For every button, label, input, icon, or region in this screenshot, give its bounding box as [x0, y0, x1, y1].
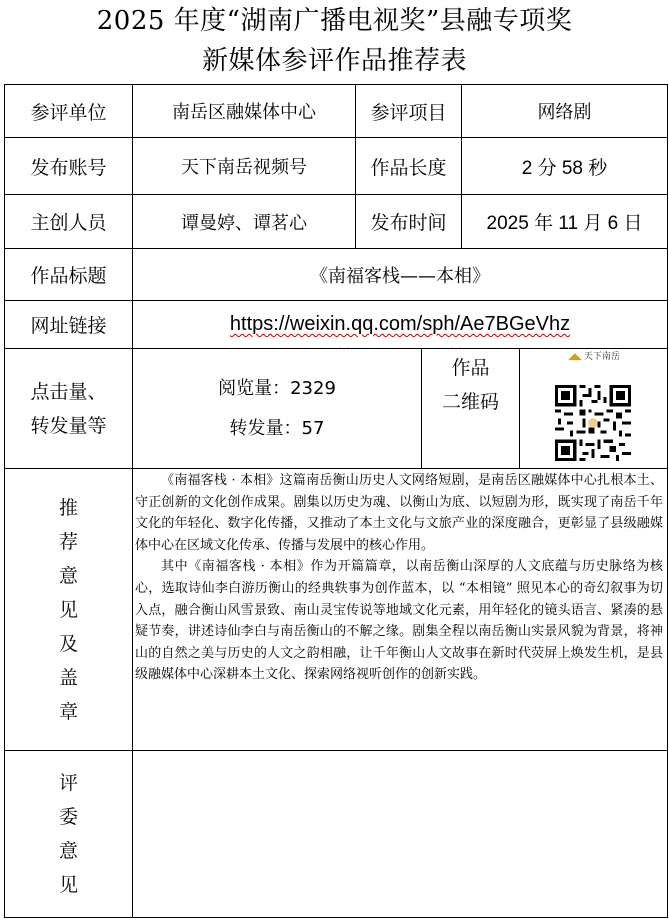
qr-label-line2: 二维码: [442, 391, 500, 413]
project-value: 网络剧: [462, 85, 668, 138]
work-title-label: 作品标题: [5, 249, 133, 301]
recommend-label-char: 荐: [58, 530, 78, 553]
brand-logo: [568, 349, 620, 362]
recommend-label-char: 及: [58, 632, 78, 655]
brand-name: 天下南岳: [583, 352, 620, 362]
date-value: 2025 年 11 月 6 日: [462, 195, 668, 249]
stats-label-line2: 转发量等: [30, 414, 107, 437]
unit-label: 参评单位: [5, 85, 133, 138]
recommend-label-char: 推: [58, 496, 78, 519]
unit-value: 南岳区融媒体中心: [133, 85, 356, 138]
qr-label: [422, 349, 520, 469]
form-title-line2: 新媒体参评作品推荐表: [201, 46, 467, 76]
creators-label: 主创人员: [5, 195, 133, 249]
recommend-text: [133, 469, 668, 751]
length-value: 2 分 58 秒: [462, 138, 668, 195]
creators-value: 谭曼婷、谭茗心: [133, 195, 356, 249]
recommend-label: [5, 469, 133, 751]
recommend-label-char: 见: [58, 598, 78, 621]
project-label: 参评项目: [356, 85, 462, 138]
account-label: 发布账号: [5, 138, 133, 195]
stats-values: [133, 349, 422, 469]
qr-code-icon[interactable]: [555, 385, 631, 461]
review-label-char: 见: [58, 874, 78, 896]
recommend-label-char: 章: [58, 700, 78, 723]
recommendation-form: [4, 84, 668, 918]
views-count: 阅览量：2329: [218, 377, 336, 399]
work-title-value: 《南福客栈——本相》: [133, 249, 668, 301]
link-value[interactable]: https://weixin.qq.com/sph/Ae7BGeVhz: [229, 313, 571, 335]
shares-count: 转发量：57: [229, 417, 325, 439]
stats-label-line1: 点击量、: [30, 380, 107, 403]
review-label: [5, 751, 133, 918]
qr-label-line1: 作品: [451, 357, 490, 379]
date-label: 发布时间: [356, 195, 462, 249]
account-value: 天下南岳视频号: [133, 138, 356, 195]
recommend-label-char: 盖: [58, 666, 78, 689]
review-label-char: 评: [58, 772, 78, 794]
form-title-line1: 2025 年度“湖南广播电视奖”县融专项奖: [96, 6, 573, 36]
brand-mark-icon: ◢◣: [568, 352, 582, 362]
link-label: 网址链接: [5, 301, 133, 349]
review-content[interactable]: [133, 751, 668, 918]
recommend-label-char: 意: [58, 564, 78, 587]
review-label-char: 意: [58, 840, 78, 862]
stats-label: [5, 349, 133, 469]
recommend-paragraph-2: 其中《南福客栈 · 本相》作为开篇篇章，以南岳衡山深厚的人文底蕴与历史脉络为核心，选取诗仙李白游历衡山的经典轶事为创作蓝本，以 “本相镜” 照见本心的奇幻叙事为切入点，融合衡山风雪景致、南山灵宝传说等地域文化元素，用年轻化的镜头语言、紧凑的悬疑节奏，讲述诗仙李白与南岳衡山的不解之缘。剧集全程以南岳衡山实景风貌为背景，将神山的自然之美与历史的人文之韵相融，让千年衡山人文故事在新时代荧屏上焕发生机，是县级融媒体中心深耕本土文化、探索网络视听创作的创新实践。: [135, 559, 664, 683]
review-label-char: 委: [58, 806, 78, 828]
qr-cell: [520, 349, 668, 469]
length-label: 作品长度: [356, 138, 462, 195]
recommend-paragraph-1: 《南福客栈 · 本相》这篇南岳衡山历史人文网络短剧，是南岳区融媒体中心扎根本土、守正创新的文化创作成果。剧集以历史为魂、以衡山为底、以短剧为形，既实现了南岳千年文化的年轻化、数字化传播，又推动了本土文化与文旅产业的深度融合，更彰显了县级融媒体中心在区域文化传承、传播与发展中的核心作用。: [135, 473, 664, 553]
